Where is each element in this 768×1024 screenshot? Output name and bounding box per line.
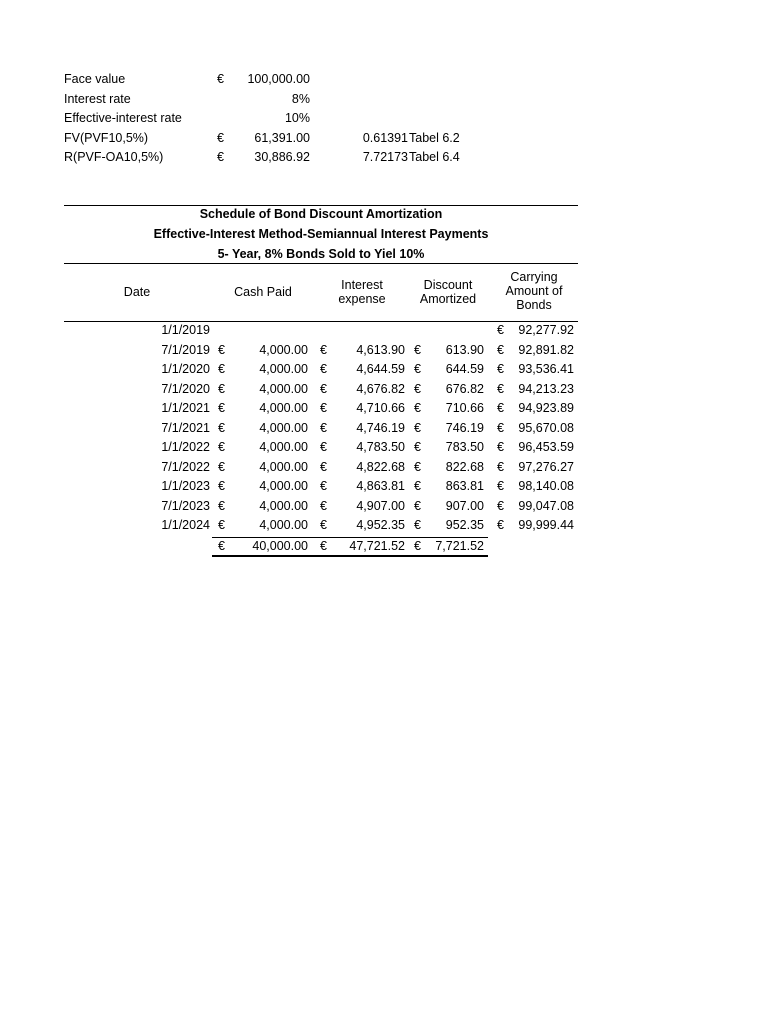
- row-cash-currency: €: [218, 459, 225, 474]
- input-value: 8%: [291, 91, 310, 106]
- row-carrying-amount: 96,453.59: [518, 440, 574, 454]
- input-currency: €: [217, 150, 224, 164]
- row-carrying-currency: €: [497, 342, 504, 357]
- row-interest-expense: 4,907.00: [356, 498, 405, 513]
- col-header-date: Date: [123, 285, 151, 299]
- row-date: 7/1/2021: [161, 420, 210, 435]
- row-discount-currency: €: [414, 459, 421, 474]
- row-interest-expense: 4,783.50: [356, 440, 405, 454]
- input-value: 10%: [284, 111, 310, 125]
- row-cash-currency: €: [218, 479, 225, 493]
- row-discount-currency: €: [414, 420, 421, 435]
- row-interest-expense: 4,863.81: [356, 479, 405, 493]
- row-carrying-amount: 94,923.89: [518, 401, 574, 415]
- input-label: Interest rate: [64, 91, 131, 106]
- col-header-interest-line1: Interest: [341, 278, 383, 292]
- row-cash-paid: 4,000.00: [259, 498, 308, 513]
- col-header-discount-amortized: [411, 278, 485, 306]
- row-interest-currency: €: [320, 518, 327, 532]
- row-date: 7/1/2020: [161, 381, 210, 396]
- row-cash-currency: €: [218, 401, 225, 415]
- row-carrying-amount: 98,140.08: [518, 479, 574, 493]
- row-date: 1/1/2019: [161, 323, 210, 337]
- row-carrying-currency: €: [497, 479, 504, 493]
- input-value: 100,000.00: [247, 72, 310, 86]
- input-currency: €: [217, 130, 224, 145]
- col-header-carrying-line2: Amount of: [505, 284, 563, 298]
- row-cash-currency: €: [218, 362, 225, 376]
- row-carrying-currency: €: [497, 420, 504, 435]
- row-interest-currency: €: [320, 459, 327, 474]
- input-label: Effective-interest rate: [64, 111, 182, 125]
- row-carrying-currency: €: [497, 518, 504, 532]
- col-header-discount-line2: Amortized: [419, 292, 477, 306]
- row-discount-currency: €: [414, 518, 421, 532]
- row-cash-paid: 4,000.00: [259, 518, 308, 532]
- col-header-interest-line2: expense: [338, 292, 386, 306]
- row-discount-amortized: 863.81: [445, 479, 484, 493]
- row-carrying-currency: €: [497, 381, 504, 396]
- totals-discount-amortized: 7,721.52: [435, 539, 484, 553]
- row-discount-amortized: 907.00: [445, 498, 484, 513]
- row-carrying-amount: 95,670.08: [518, 420, 574, 435]
- row-discount-currency: €: [414, 381, 421, 396]
- row-cash-paid: 4,000.00: [259, 381, 308, 396]
- input-reference: Tabel 6.2: [409, 130, 460, 145]
- row-discount-currency: €: [414, 362, 421, 376]
- totals-cash-currency: €: [218, 539, 225, 553]
- totals-bottom-rule: [212, 555, 488, 557]
- row-interest-currency: €: [320, 401, 327, 415]
- input-reference: Tabel 6.4: [409, 150, 460, 164]
- input-value: 61,391.00: [254, 130, 310, 145]
- row-cash-currency: €: [218, 420, 225, 435]
- input-currency: €: [217, 72, 224, 86]
- row-date: 1/1/2021: [161, 401, 210, 415]
- row-date: 1/1/2022: [161, 440, 210, 454]
- row-cash-currency: €: [218, 440, 225, 454]
- row-date: 1/1/2020: [161, 362, 210, 376]
- row-discount-currency: €: [414, 401, 421, 415]
- row-discount-amortized: 613.90: [445, 342, 484, 357]
- row-discount-currency: €: [414, 342, 421, 357]
- row-interest-currency: €: [320, 479, 327, 493]
- row-carrying-currency: €: [497, 362, 504, 376]
- row-discount-amortized: 822.68: [445, 459, 484, 474]
- header-rule: [64, 263, 578, 264]
- row-interest-currency: €: [320, 420, 327, 435]
- input-label: FV(PVF10,5%): [64, 130, 149, 145]
- row-interest-expense: 4,952.35: [356, 518, 405, 532]
- totals-cash-paid: 40,000.00: [252, 539, 308, 553]
- col-header-carrying-amount: [494, 270, 574, 312]
- row-carrying-currency: €: [497, 440, 504, 454]
- schedule-title: Schedule of Bond Discount Amortization: [199, 207, 443, 221]
- input-label: Face value: [64, 72, 126, 86]
- row-interest-currency: €: [320, 498, 327, 513]
- row-date: 7/1/2023: [161, 498, 210, 513]
- input-label: R(PVF-OA10,5%): [64, 150, 164, 164]
- row-interest-expense: 4,613.90: [356, 342, 405, 357]
- row-cash-paid: 4,000.00: [259, 420, 308, 435]
- row-discount-amortized: 746.19: [445, 420, 484, 435]
- row-cash-currency: €: [218, 381, 225, 396]
- row-interest-currency: €: [320, 381, 327, 396]
- row-cash-currency: €: [218, 342, 225, 357]
- row-discount-amortized: 676.82: [445, 381, 484, 396]
- row-discount-currency: €: [414, 479, 421, 493]
- row-discount-currency: €: [414, 440, 421, 454]
- row-cash-currency: €: [218, 498, 225, 513]
- row-interest-currency: €: [320, 342, 327, 357]
- row-interest-currency: €: [320, 440, 327, 454]
- col-header-interest-expense: [325, 278, 399, 306]
- col-header-carrying-line1: Carrying: [510, 270, 558, 284]
- col-header-carrying-line3: Bonds: [516, 298, 552, 312]
- row-carrying-amount: 97,276.27: [518, 459, 574, 474]
- row-cash-paid: 4,000.00: [259, 479, 308, 493]
- row-cash-paid: 4,000.00: [259, 342, 308, 357]
- col-header-discount-line1: Discount: [423, 278, 473, 292]
- row-date: 1/1/2024: [161, 518, 210, 532]
- row-carrying-currency: €: [497, 401, 504, 415]
- row-carrying-amount: 99,999.44: [518, 518, 574, 532]
- input-value: 30,886.92: [254, 150, 310, 164]
- row-interest-expense: 4,822.68: [356, 459, 405, 474]
- schedule-subtitle: Effective-Interest Method-Semiannual Interest Payments: [153, 227, 489, 241]
- row-interest-expense: 4,710.66: [356, 401, 405, 415]
- row-discount-amortized: 710.66: [445, 401, 484, 415]
- row-carrying-currency: €: [497, 459, 504, 474]
- row-discount-amortized: 783.50: [445, 440, 484, 454]
- row-carrying-amount: 92,891.82: [518, 342, 574, 357]
- row-date: 1/1/2023: [161, 479, 210, 493]
- row-cash-paid: 4,000.00: [259, 459, 308, 474]
- totals-interest-currency: €: [320, 539, 327, 553]
- row-cash-paid: 4,000.00: [259, 362, 308, 376]
- row-carrying-currency: €: [497, 323, 504, 337]
- row-interest-expense: 4,676.82: [356, 381, 405, 396]
- row-interest-currency: €: [320, 362, 327, 376]
- row-cash-paid: 4,000.00: [259, 401, 308, 415]
- col-header-cash-paid: Cash Paid: [234, 285, 292, 299]
- row-interest-expense: 4,644.59: [356, 362, 405, 376]
- row-cash-currency: €: [218, 518, 225, 532]
- row-carrying-amount: 99,047.08: [518, 498, 574, 513]
- row-date: 7/1/2022: [161, 459, 210, 474]
- schedule-subtitle-2: 5- Year, 8% Bonds Sold to Yiel 10%: [217, 247, 425, 261]
- input-factor: 7.72173: [362, 150, 408, 164]
- row-carrying-currency: €: [497, 498, 504, 513]
- row-interest-expense: 4,746.19: [356, 420, 405, 435]
- row-discount-currency: €: [414, 498, 421, 513]
- row-cash-paid: 4,000.00: [259, 440, 308, 454]
- totals-interest-expense: 47,721.52: [349, 539, 405, 553]
- row-carrying-amount: 93,536.41: [518, 362, 574, 376]
- row-carrying-amount: 94,213.23: [518, 381, 574, 396]
- row-carrying-amount: 92,277.92: [518, 323, 574, 337]
- row-discount-amortized: 644.59: [445, 362, 484, 376]
- input-factor: 0.61391: [362, 130, 408, 145]
- row-date: 7/1/2019: [161, 342, 210, 357]
- row-discount-amortized: 952.35: [445, 518, 484, 532]
- totals-discount-currency: €: [414, 539, 421, 553]
